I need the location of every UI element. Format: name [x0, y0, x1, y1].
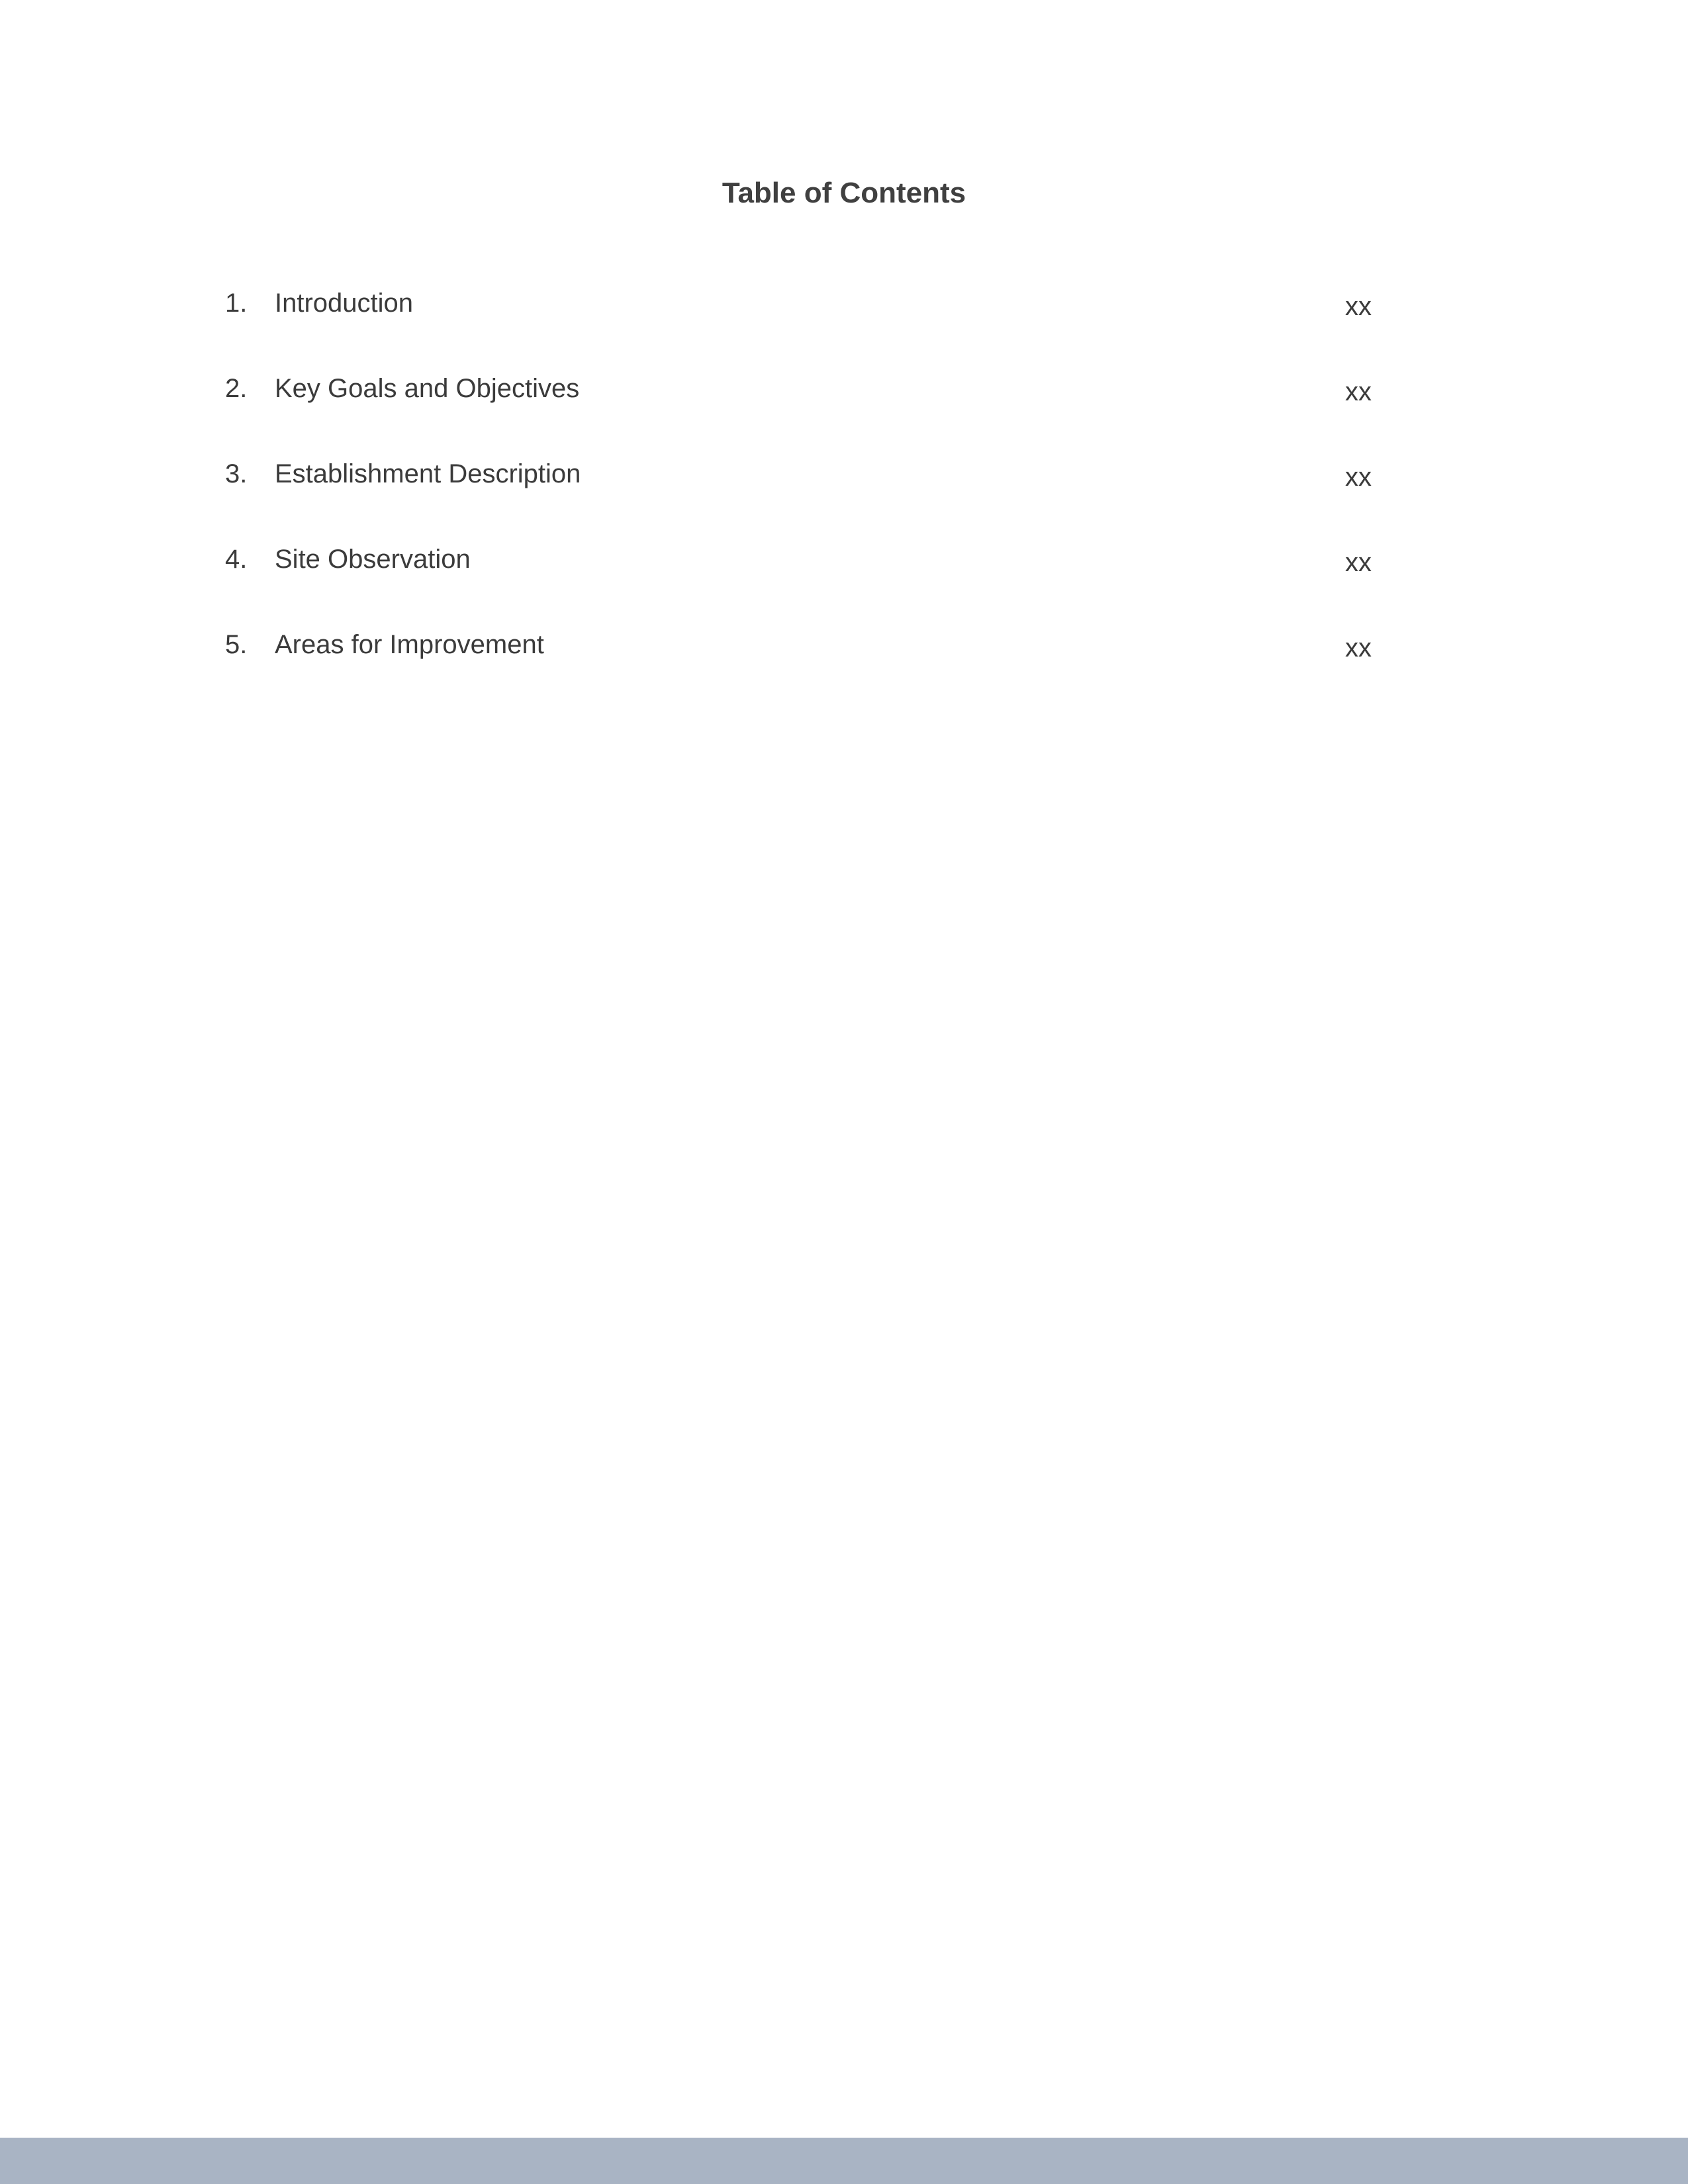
toc-entry-number: 2. — [225, 374, 248, 403]
toc-entry-label: Establishment Description — [275, 459, 581, 488]
toc-entry[interactable] — [225, 539, 1390, 625]
toc-entry[interactable] — [225, 625, 1390, 710]
toc-entry[interactable] — [225, 369, 1390, 454]
toc-entry-number: 1. — [225, 289, 248, 318]
toc-entry[interactable] — [225, 283, 1390, 369]
toc-entry-label: Site Observation — [275, 545, 471, 574]
toc-entry-number: 5. — [225, 630, 248, 659]
toc-entry[interactable] — [225, 454, 1390, 539]
page-title: Table of Contents — [722, 177, 966, 209]
toc-entry-page: xx — [1345, 548, 1372, 577]
toc-entry-label: Key Goals and Objectives — [275, 374, 580, 403]
toc-list — [225, 283, 1390, 710]
toc-entry-page: xx — [1345, 292, 1372, 321]
toc-entry-label: Areas for Improvement — [275, 630, 544, 659]
toc-entry-number: 3. — [225, 459, 248, 488]
toc-entry-number: 4. — [225, 545, 248, 574]
toc-entry-page: xx — [1345, 377, 1372, 406]
footer-band — [0, 2138, 1688, 2184]
toc-entry-page: xx — [1345, 633, 1372, 662]
toc-entry-label: Introduction — [275, 289, 414, 318]
toc-entry-page: xx — [1345, 463, 1372, 492]
